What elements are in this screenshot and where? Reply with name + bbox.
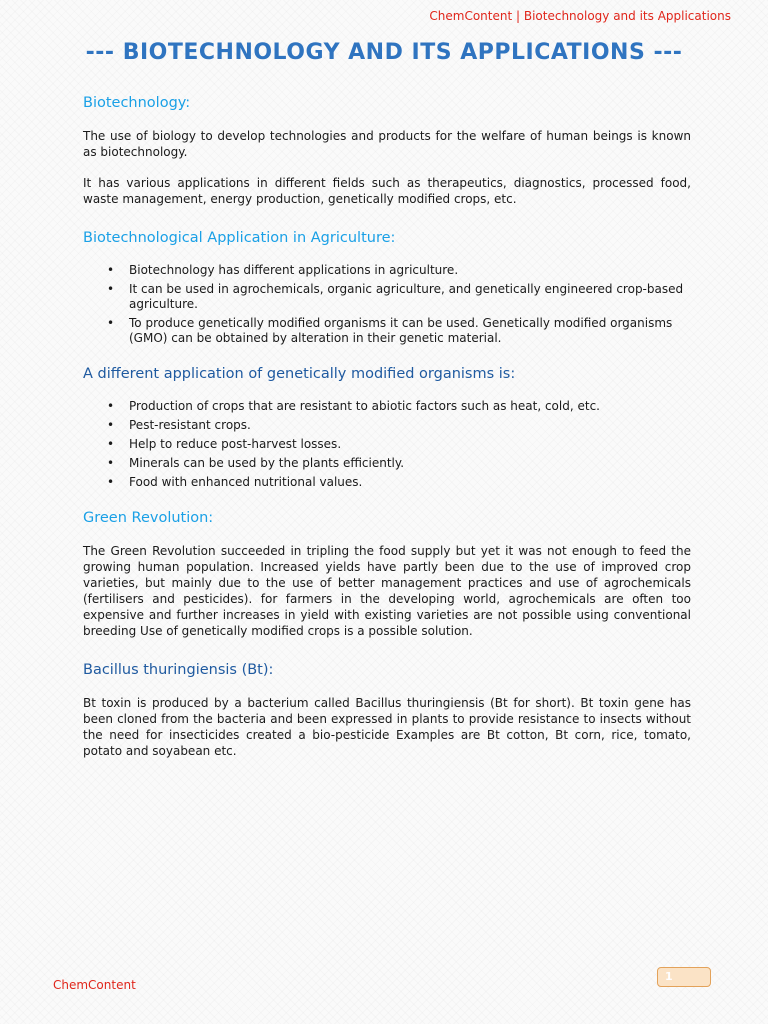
list-item-text: Production of crops that are resistant to abiotic factors such as heat, cold, etc.	[129, 399, 600, 413]
list-item	[107, 475, 691, 490]
section-heading-biotechnology: Biotechnology:	[83, 95, 191, 111]
list-item	[107, 316, 691, 346]
paragraph: Bt toxin is produced by a bacterium called Bacillus thuringiensis (Bt for short). Bt toxin gene has been cloned from the bacteria and been expressed in plants to provide resistance to insects without the need for insecticides created a bio-pesticide Examples are Bt cotton, Bt corn, rice, tomato, potato and soyabean etc.	[83, 696, 691, 758]
paragraph: It has various applications in different fields such as therapeutics, diagnostics, processed food, waste management, energy production, genetically modified crops, etc.	[83, 176, 691, 206]
page-number: 1	[665, 970, 673, 983]
bullet-icon: •	[107, 282, 115, 296]
list-item-text: To produce genetically modified organisms it can be used. Genetically modified organisms (GMO) can be obtained by alteration in their genetic material.	[129, 316, 673, 345]
list-item	[107, 418, 691, 433]
paragraph: The use of biology to develop technologies and products for the welfare of human beings is known as biotechnology.	[83, 129, 691, 159]
bullet-icon: •	[107, 399, 115, 413]
list-item	[107, 437, 691, 452]
list-item-text: Pest-resistant crops.	[129, 418, 251, 432]
list-item	[107, 456, 691, 471]
bullet-list-gmo	[83, 399, 691, 490]
document-body	[83, 95, 691, 774]
page-number-badge	[657, 967, 711, 987]
paragraph: The Green Revolution succeeded in tripling the food supply but yet it was not enough to feed the growing human population. Increased yields have partly been due to the use of improved crop varieties, but mainly due to the use of better management practices and use of agrochemicals (fertilisers and pesticides). for farmers in the developing world, agrochemicals are often too expensive and further increases in yield with existing varieties are not possible using conventional breeding Use of genetically modified crops is a possible solution.	[83, 544, 691, 638]
list-item-text: Biotechnology has different applications in agriculture.	[129, 263, 459, 277]
bullet-list-agriculture	[83, 263, 691, 346]
bullet-icon: •	[107, 263, 115, 277]
document-title: --- BIOTECHNOLOGY AND ITS APPLICATIONS ---	[85, 40, 683, 65]
bullet-icon: •	[107, 316, 115, 330]
list-item	[107, 399, 691, 414]
section-heading-agriculture: Biotechnological Application in Agriculture:	[83, 230, 396, 246]
list-item-text: Minerals can be used by the plants efficiently.	[129, 456, 405, 470]
section-heading-green-revolution: Green Revolution:	[83, 510, 214, 526]
bullet-icon: •	[107, 456, 115, 470]
list-item	[107, 282, 691, 312]
bullet-icon: •	[107, 418, 115, 432]
list-item	[107, 263, 691, 278]
section-heading-gmo-applications: A different application of genetically modified organisms is:	[83, 366, 516, 382]
footer-brand: ChemContent	[53, 978, 136, 992]
list-item-text: Food with enhanced nutritional values.	[129, 475, 363, 489]
bullet-icon: •	[107, 437, 115, 451]
header-note: ChemContent | Biotechnology and its Applications	[429, 9, 731, 23]
list-item-text: Help to reduce post-harvest losses.	[129, 437, 342, 451]
section-heading-bt: Bacillus thuringiensis (Bt):	[83, 662, 274, 678]
bullet-icon: •	[107, 475, 115, 489]
list-item-text: It can be used in agrochemicals, organic agriculture, and genetically engineered crop-based agriculture.	[129, 282, 684, 311]
